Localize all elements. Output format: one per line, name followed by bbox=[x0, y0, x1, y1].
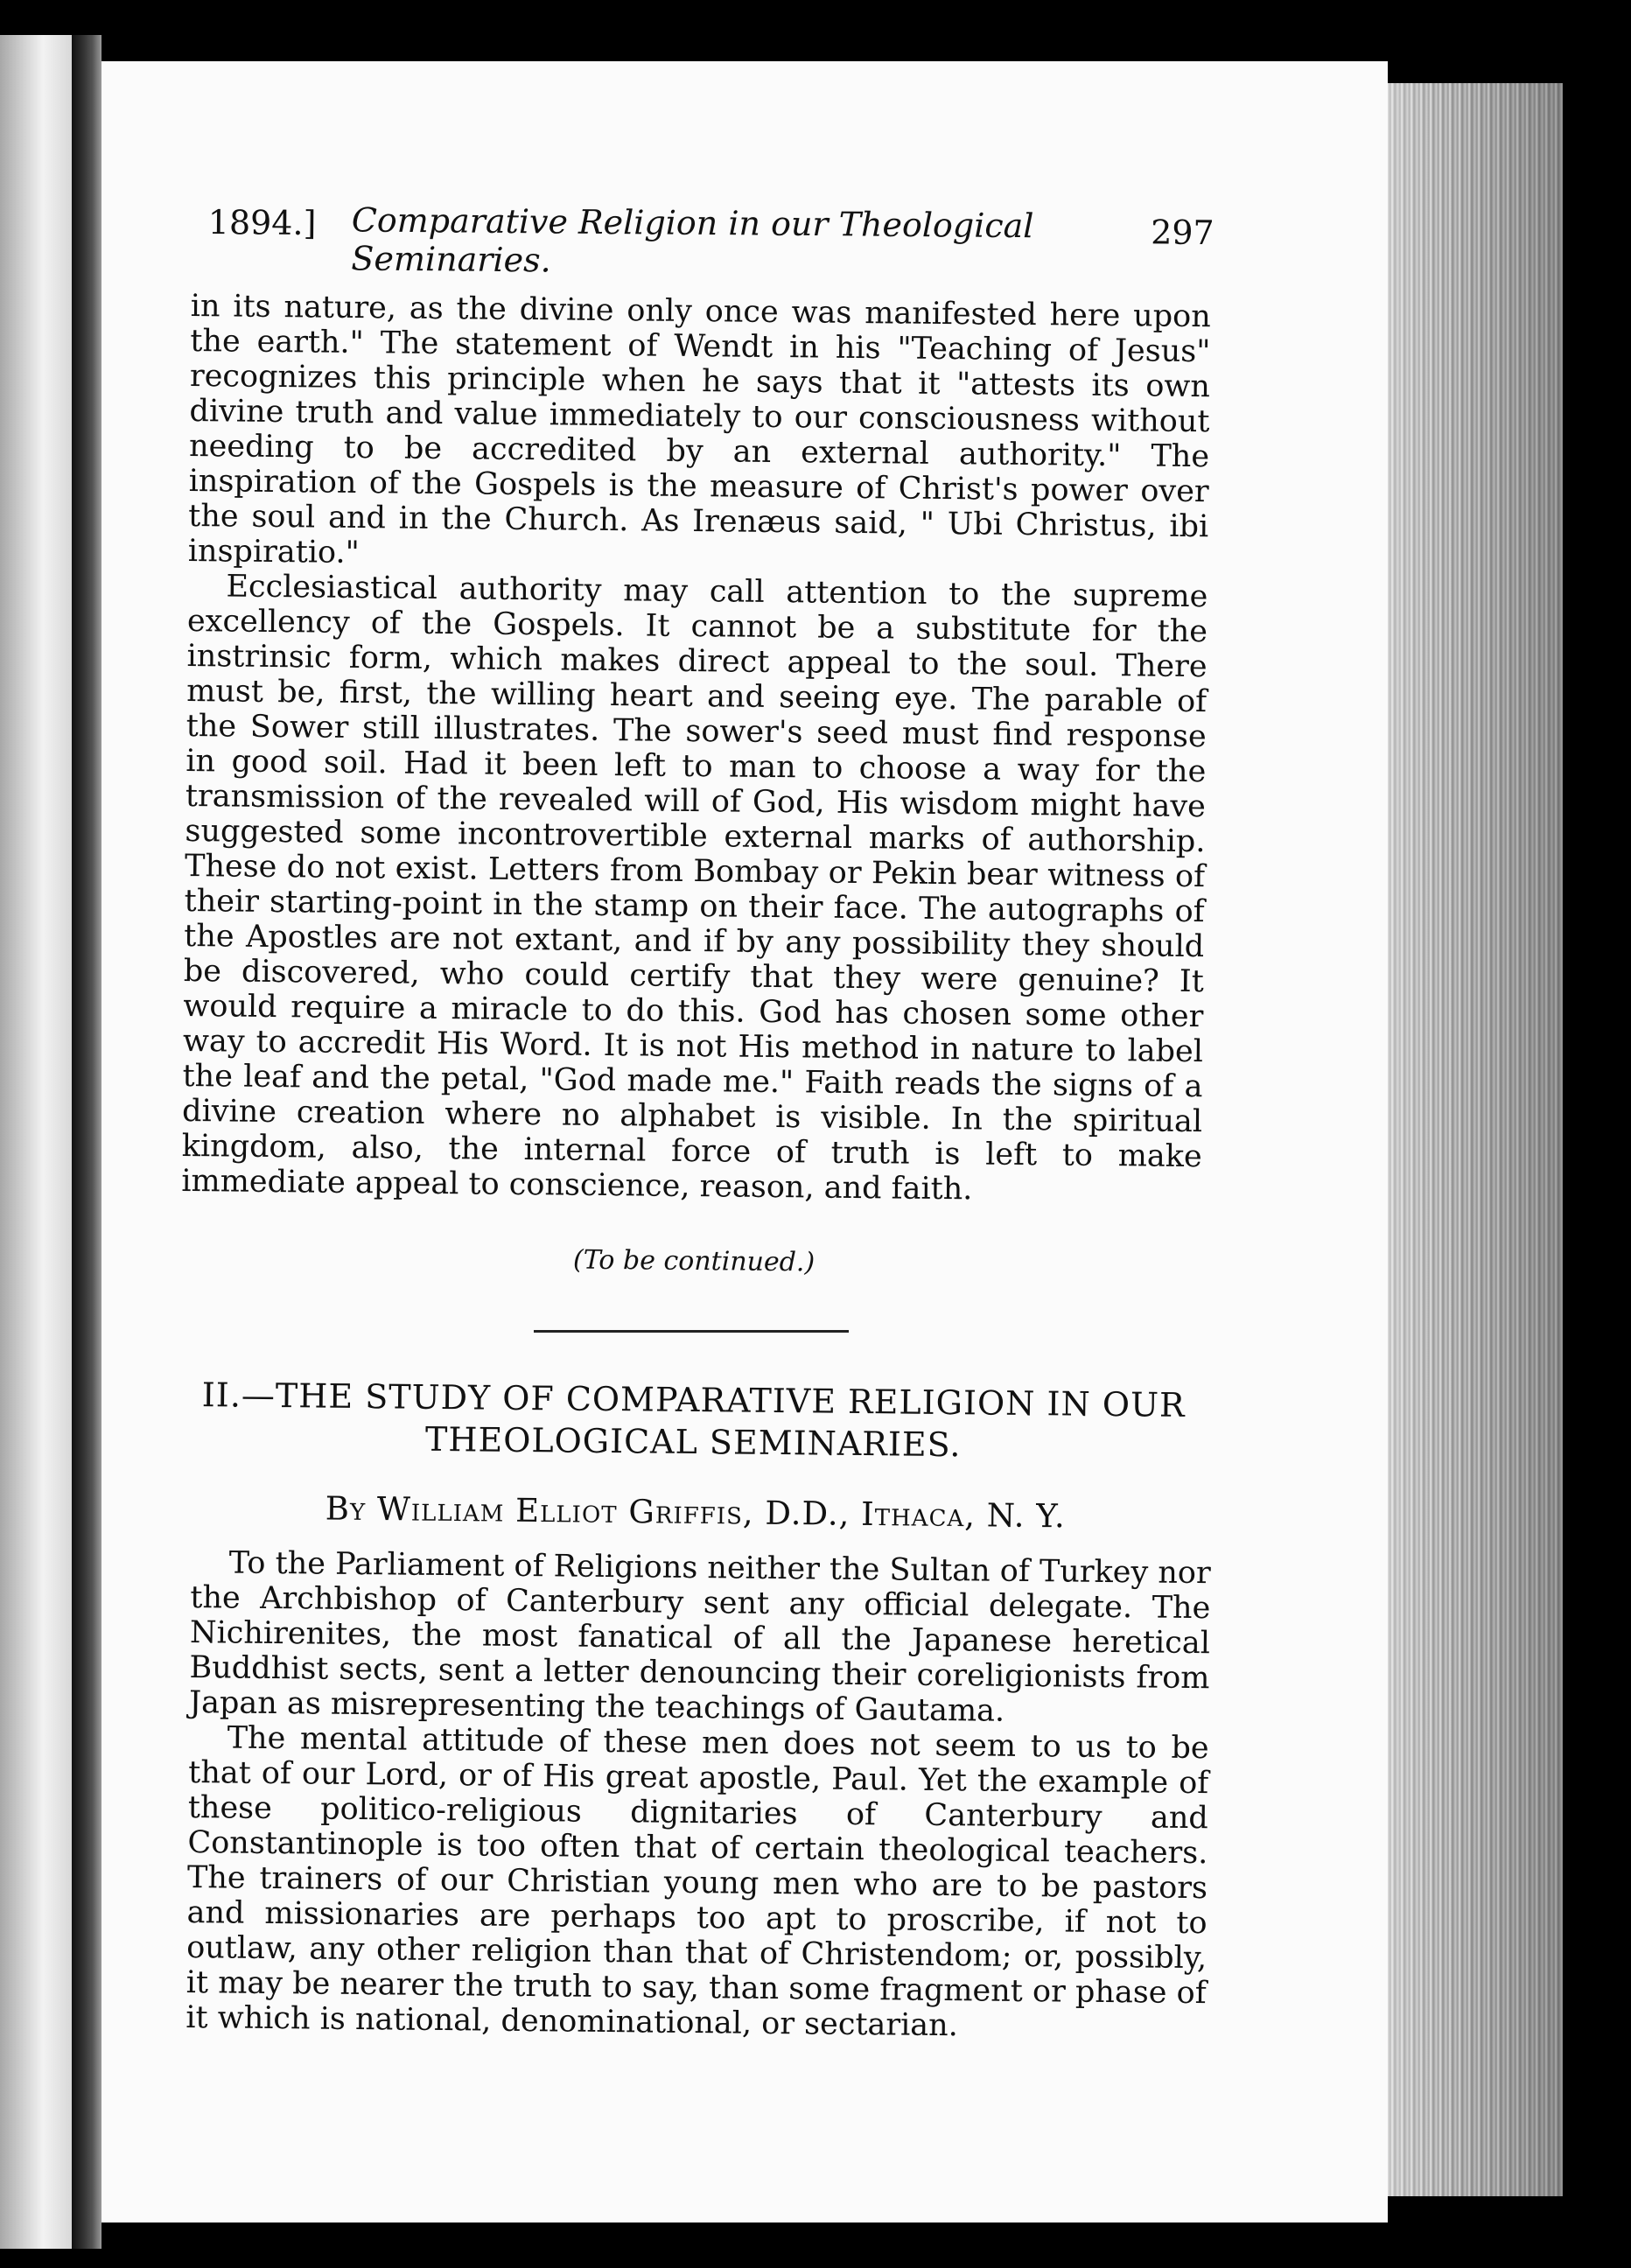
section-divider bbox=[534, 1330, 849, 1333]
paragraph: To the Parliament of Religions neither the Sultan of Turkey nor the Archbishop of Canterbury sent any official delegate. The Nichirenites, the most fanatical of all the Japanese heretical Buddhist sects, sent a letter denouncing their coreligionists from Japan as misrepresenting the teachings of Gautama. bbox=[188, 1545, 1211, 1729]
book-gutter bbox=[72, 35, 102, 2249]
paragraph: The mental attitude of these men does not seem to us to be that of our Lord, or of His great apostle, Paul. Yet the example of these politico-religious dignitaries of Canterbury and Constantinople is too often that of certain theological teachers. The trainers of our Christian young men who are to be pastors and missionaries are perhaps too apt to proscribe, if not to outlaw, any other religion than that of Christendom; or, possibly, it may be nearer the truth to say, than some fragment or phase of it which is national, denominational, or sectarian. bbox=[186, 1720, 1209, 2044]
header-year: 1894.] bbox=[207, 202, 317, 243]
running-header bbox=[207, 200, 1214, 280]
page-number: 297 bbox=[1150, 213, 1214, 253]
paragraph: Ecclesiastical authority may call attention to the supreme excellency of the Gospels. It cannot be a substitute for the instrinsic form, which makes direct appeal to the soul. There must be, first, the willing heart and seeing eye. The parable of the Sower still illustrates. The sower's seed must find response in good soil. Had it been left to man to choose a way for the transmission of the revealed will of God, His wisdom might have suggested some incontrovertible external marks of authorship. These do not exist. Letters from Bombay or Pekin bear witness of their starting-point in the stamp on their face. The autographs of the Apostles are not extant, and if by any possibility they should be discovered, who could certify that they were genuine? It would require a miracle to do this. God has chosen some other way to accredit His Word. It is not His method in nature to label the leaf and the petal, "God made me." Faith reads the signs of a divine creation where no alphabet is visible. In the spiritual kingdom, also, the internal force of truth is left to make immediate appeal to conscience, reason, and faith. bbox=[181, 569, 1208, 1208]
article-byline: By William Elliot Griffis, D.D., Ithaca, N. Y. bbox=[325, 1489, 1066, 1536]
section-1-body bbox=[181, 289, 1211, 1209]
paragraph: in its nature, as the divine only once was manifested here upon the earth." The statement of Wendt in his "Teaching of Jesus" recognizes this principle when he says that it "attests its own divine truth and value immediately to our consciousness without needing to be accredited by an external authority." The inspiration of the Gospels is the measure of Christ's power over the soul and in the Church. As Irenæus said, " Ubi Christus, ibi inspiratio." bbox=[187, 289, 1211, 571]
article-title bbox=[190, 1374, 1197, 1468]
article-title-line-2: THEOLOGICAL SEMINARIES. bbox=[424, 1419, 962, 1465]
left-page-edge bbox=[0, 35, 72, 2249]
article-title-line-1: II.—THE STUDY OF COMPARATIVE RELIGION IN OUR bbox=[201, 1376, 1186, 1424]
to-be-continued-note: (To be continued.) bbox=[572, 1244, 816, 1278]
running-title: Comparative Religion in our Theological Seminaries. bbox=[351, 200, 1034, 280]
article-body bbox=[186, 1545, 1211, 2046]
page-stack-shading bbox=[1388, 83, 1563, 2196]
